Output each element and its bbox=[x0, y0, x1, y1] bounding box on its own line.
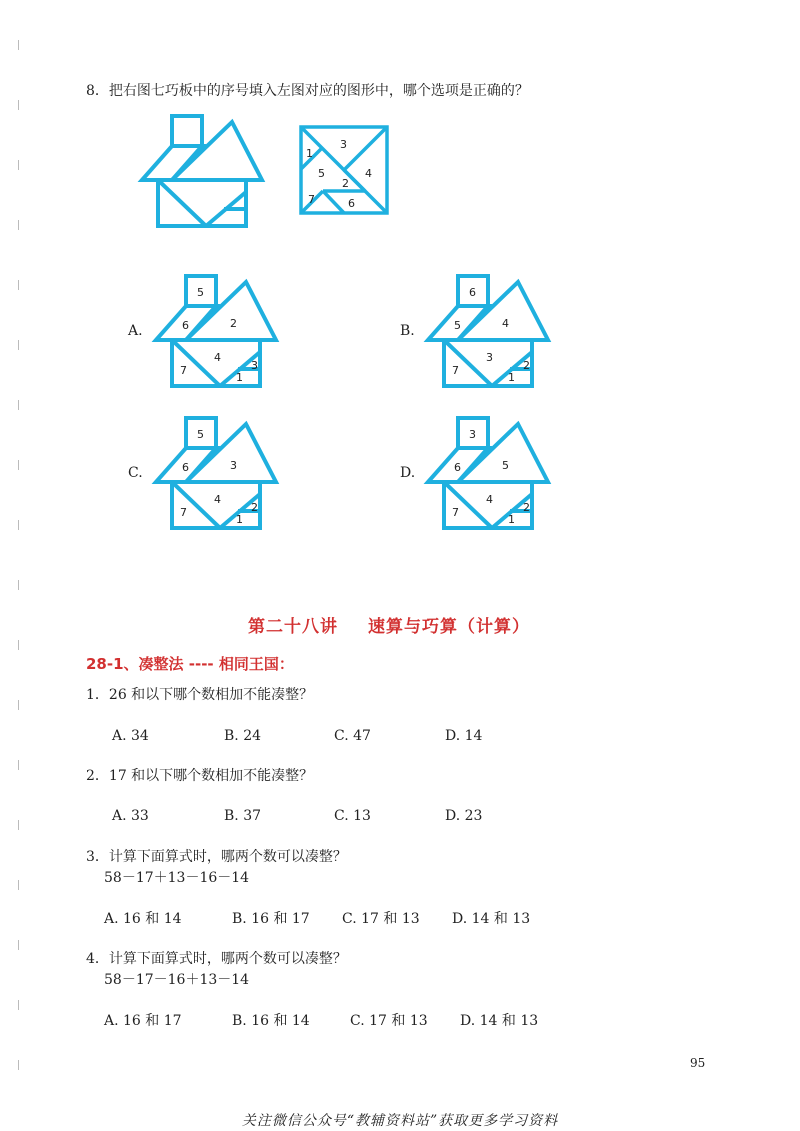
q3-option-d[interactable]: D. 14 和 13 bbox=[452, 911, 531, 927]
question-4-expression: 58－17－16＋13－14 bbox=[104, 972, 250, 988]
option-d-house[interactable] bbox=[422, 414, 554, 534]
ref-num-1: 1 bbox=[306, 147, 313, 160]
question-4-text: 4．计算下面算式时，哪两个数可以凑整？ bbox=[86, 951, 347, 967]
option-a-house[interactable] bbox=[150, 272, 282, 392]
option-a-leftbody-num: 7 bbox=[180, 364, 187, 377]
option-d-right-num: 2 bbox=[523, 501, 530, 514]
option-b-lefttri-num: 5 bbox=[454, 319, 461, 332]
question-8-text: 8．把右图七巧板中的序号填入左图对应的图形中，哪个选项是正确的？ bbox=[86, 83, 529, 99]
option-a-lefttri-num: 6 bbox=[182, 319, 189, 332]
ref-num-5: 5 bbox=[318, 167, 325, 180]
q4-option-d[interactable]: D. 14 和 13 bbox=[460, 1013, 539, 1029]
option-c-label: C. bbox=[128, 465, 143, 481]
q3-option-c[interactable]: C. 17 和 13 bbox=[342, 911, 420, 927]
q4-option-b[interactable]: B. 16 和 14 bbox=[232, 1013, 310, 1029]
option-b-roof-num: 4 bbox=[502, 317, 509, 330]
option-a-right-num: 3 bbox=[251, 359, 258, 372]
option-c-roof-num: 3 bbox=[230, 459, 237, 472]
section-title: 28-1、凑整法 ---- 相同王国： bbox=[86, 655, 294, 673]
q3-option-a[interactable]: A. 16 和 14 bbox=[104, 911, 182, 927]
option-a-roof-num: 2 bbox=[230, 317, 237, 330]
option-b-right-num: 2 bbox=[523, 359, 530, 372]
option-a-center-num: 4 bbox=[214, 351, 221, 364]
q2-option-c[interactable]: C. 13 bbox=[334, 808, 371, 824]
reference-tangram-square bbox=[298, 124, 392, 218]
q2-option-d[interactable]: D. 23 bbox=[445, 808, 483, 824]
q1-option-b[interactable]: B. 24 bbox=[224, 728, 262, 744]
option-c-center-num: 4 bbox=[214, 493, 221, 506]
option-d-center-num: 4 bbox=[486, 493, 493, 506]
q1-option-c[interactable]: C. 47 bbox=[334, 728, 371, 744]
question-2-text: 2．17 和以下哪个数相加不能凑整？ bbox=[86, 768, 314, 784]
option-b-center-num: 3 bbox=[486, 351, 493, 364]
q2-option-a[interactable]: A. 33 bbox=[112, 808, 149, 824]
blank-house-figure bbox=[136, 112, 268, 232]
option-c-square-num: 5 bbox=[197, 428, 204, 441]
option-d-roof-num: 5 bbox=[502, 459, 509, 472]
q3-option-b[interactable]: B. 16 和 17 bbox=[232, 911, 310, 927]
q4-option-a[interactable]: A. 16 和 17 bbox=[104, 1013, 182, 1029]
option-d-square-num: 3 bbox=[469, 428, 476, 441]
option-d-small-num: 1 bbox=[508, 513, 515, 526]
question-1-text: 1．26 和以下哪个数相加不能凑整？ bbox=[86, 687, 314, 703]
option-b-leftbody-num: 7 bbox=[452, 364, 459, 377]
option-d-leftbody-num: 7 bbox=[452, 506, 459, 519]
ref-num-6: 6 bbox=[348, 197, 355, 210]
ref-num-3: 3 bbox=[340, 138, 347, 151]
question-3-text: 3．计算下面算式时，哪两个数可以凑整？ bbox=[86, 849, 347, 865]
option-d-label: D. bbox=[400, 465, 416, 481]
q1-option-a[interactable]: A. 34 bbox=[112, 728, 149, 744]
option-c-right-num: 2 bbox=[251, 501, 258, 514]
lecture-title: 速算与巧算（计算） bbox=[368, 617, 530, 637]
option-a-square-num: 5 bbox=[197, 286, 204, 299]
option-b-label: B. bbox=[400, 323, 415, 339]
option-b-small-num: 1 bbox=[508, 371, 515, 384]
q4-option-c[interactable]: C. 17 和 13 bbox=[350, 1013, 428, 1029]
option-a-small-num: 1 bbox=[236, 371, 243, 384]
lecture-heading bbox=[248, 612, 530, 637]
question-3-expression: 58－17＋13－16－14 bbox=[104, 870, 250, 886]
ref-num-2: 2 bbox=[342, 177, 349, 190]
q1-option-d[interactable]: D. 14 bbox=[445, 728, 483, 744]
lecture-number: 第二十八讲 bbox=[248, 617, 338, 637]
option-c-small-num: 1 bbox=[236, 513, 243, 526]
q2-option-b[interactable]: B. 37 bbox=[224, 808, 262, 824]
option-d-lefttri-num: 6 bbox=[454, 461, 461, 474]
option-c-leftbody-num: 7 bbox=[180, 506, 187, 519]
page-number: 95 bbox=[690, 1056, 706, 1070]
option-b-house[interactable] bbox=[422, 272, 554, 392]
ref-num-4: 4 bbox=[365, 167, 372, 180]
option-c-lefttri-num: 6 bbox=[182, 461, 189, 474]
margin-ticks bbox=[18, 40, 22, 1100]
ref-num-7: 7 bbox=[308, 193, 315, 206]
option-b-square-num: 6 bbox=[469, 286, 476, 299]
option-c-house[interactable] bbox=[150, 414, 282, 534]
option-a-label: A. bbox=[128, 323, 143, 339]
footer-note: 关注微信公众号“教辅资料站”获取更多学习资料 bbox=[241, 1113, 559, 1129]
